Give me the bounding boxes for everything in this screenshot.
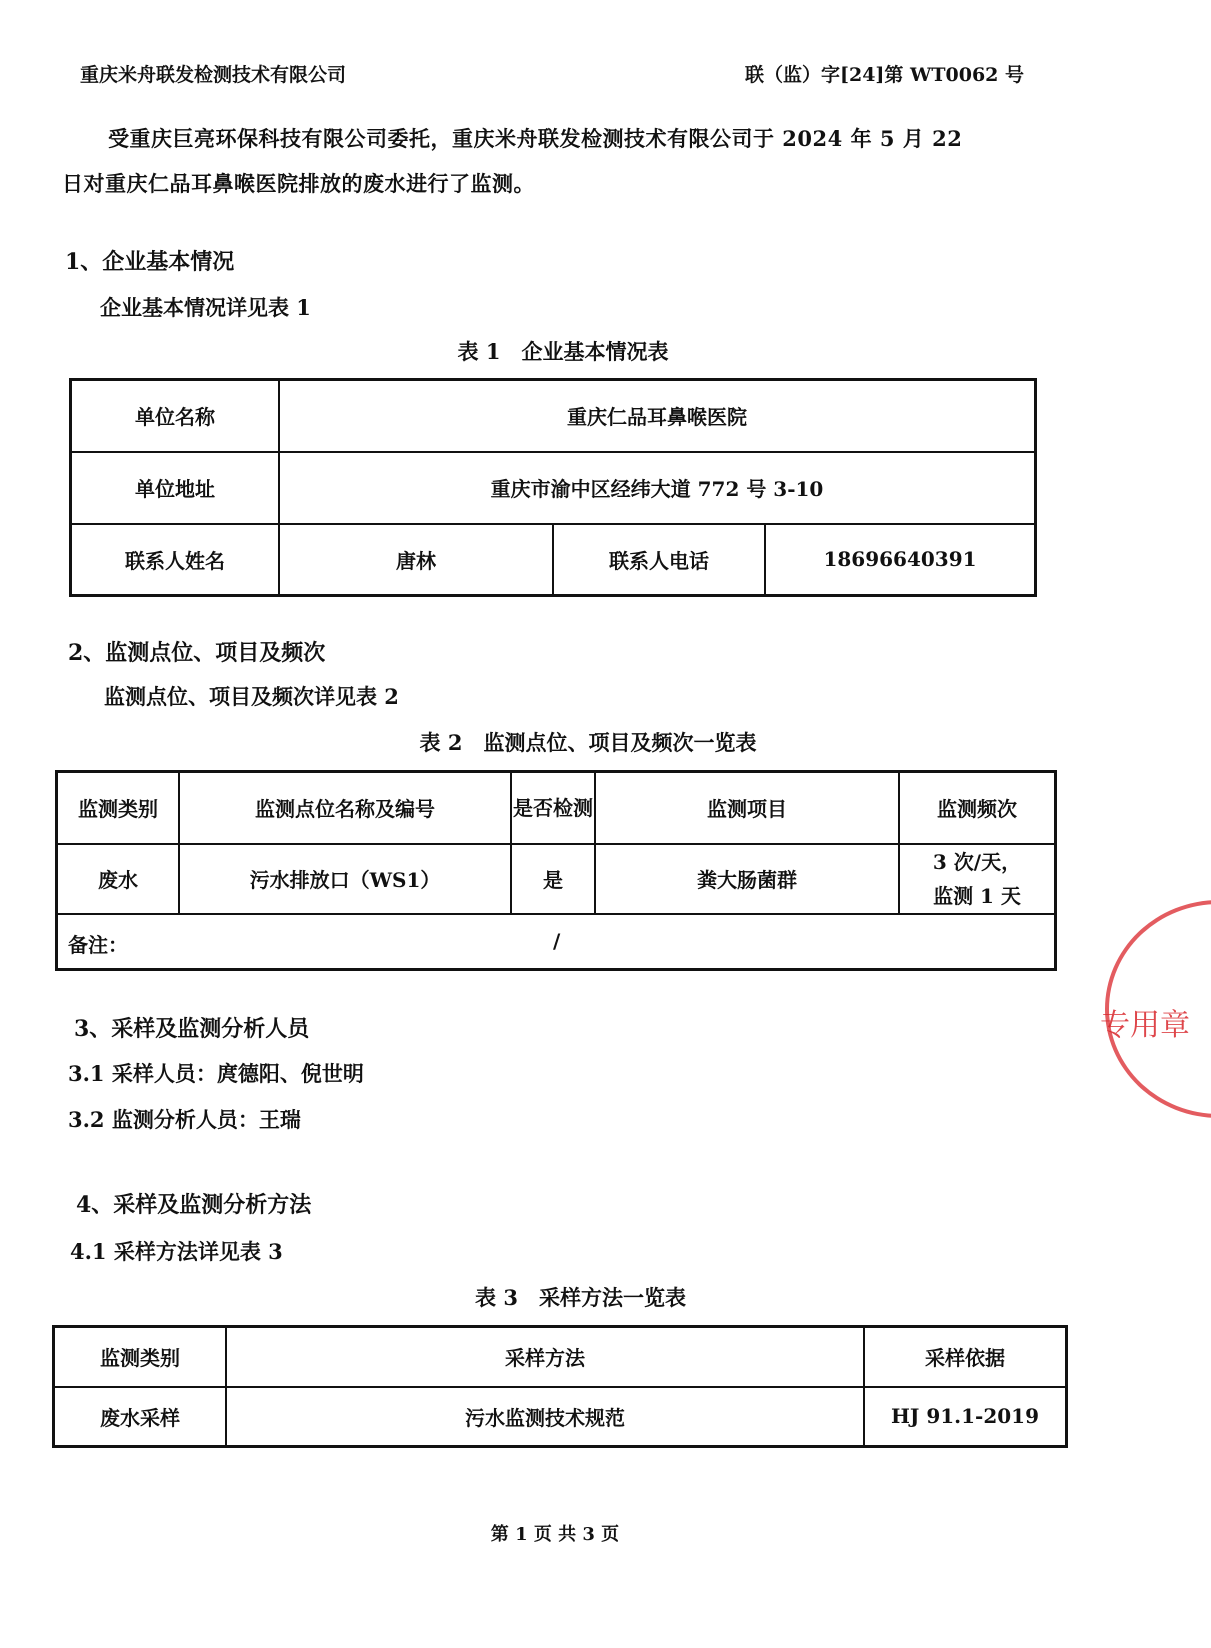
intro-line-2: 日对重庆仁品耳鼻喉医院排放的废水进行了监测。 xyxy=(62,171,535,196)
t3-row-category: 废水采样 xyxy=(54,1387,227,1447)
remark-label: 备注： xyxy=(68,932,128,957)
contact-name-value: 唐林 xyxy=(279,524,553,596)
header-frequency: 监测频次 xyxy=(899,772,1056,844)
remark-row xyxy=(57,914,1056,970)
row-frequency xyxy=(899,844,1056,914)
seal-text: 专用章 xyxy=(1100,1008,1190,1043)
remark-value: / xyxy=(553,928,561,953)
t3-header-category: 监测类别 xyxy=(54,1327,227,1387)
section1-title: 1、企业基本情况 xyxy=(65,249,235,275)
table3-caption: 表 3 采样方法一览表 xyxy=(475,1285,686,1310)
intro-line-1: 受重庆巨亮环保科技有限公司委托，重庆米舟联发检测技术有限公司于 2024 年 5 月 22 xyxy=(108,126,963,151)
t3-row-method: 污水监测技术规范 xyxy=(226,1387,864,1447)
row-item: 粪大肠菌群 xyxy=(595,844,899,914)
table1-caption: 表 1 企业基本情况表 xyxy=(457,339,669,364)
header-category: 监测类别 xyxy=(57,772,180,844)
official-seal-stamp xyxy=(1095,890,1211,1120)
frequency-line-1: 3 次/天， xyxy=(932,849,1022,874)
table3-sampling-methods xyxy=(52,1325,1068,1448)
contact-name-label: 联系人姓名 xyxy=(71,524,280,596)
contact-phone-value: 18696640391 xyxy=(765,524,1036,596)
row-point: 污水排放口（WS1） xyxy=(179,844,511,914)
unit-address-value: 重庆市渝中区经纬大道 772 号 3-10 xyxy=(279,452,1036,524)
section2-title: 2、监测点位、项目及频次 xyxy=(68,640,326,666)
table2-caption: 表 2 监测点位、项目及频次一览表 xyxy=(419,730,757,755)
row-tested: 是 xyxy=(511,844,595,914)
report-number: 联（监）字[24]第 WT0062 号 xyxy=(745,64,1025,86)
frequency-line-2: 监测 1 天 xyxy=(933,883,1021,908)
unit-name-value: 重庆仁品耳鼻喉医院 xyxy=(279,380,1036,452)
section2-desc: 监测点位、项目及频次详见表 2 xyxy=(104,684,399,709)
t3-header-method: 采样方法 xyxy=(226,1327,864,1387)
table2-monitoring-points xyxy=(55,770,1057,971)
section3-title: 3、采样及监测分析人员 xyxy=(74,1016,310,1042)
header-point: 监测点位名称及编号 xyxy=(179,772,511,844)
header-tested: 是否检测 xyxy=(511,772,595,844)
section4-title: 4、采样及监测分析方法 xyxy=(76,1192,312,1218)
unit-name-label: 单位名称 xyxy=(71,380,280,452)
sampling-personnel: 3.1 采样人员：庹德阳、倪世明 xyxy=(68,1061,364,1086)
analysis-personnel: 3.2 监测分析人员：王瑞 xyxy=(68,1107,301,1132)
t3-header-basis: 采样依据 xyxy=(864,1327,1067,1387)
t3-row-basis: HJ 91.1-2019 xyxy=(864,1387,1067,1447)
section4-desc: 4.1 采样方法详见表 3 xyxy=(70,1239,283,1264)
section1-desc: 企业基本情况详见表 1 xyxy=(100,295,311,320)
company-header: 重庆米舟联发检测技术有限公司 xyxy=(80,64,347,86)
contact-phone-label: 联系人电话 xyxy=(553,524,765,596)
unit-address-label: 单位地址 xyxy=(71,452,280,524)
header-item: 监测项目 xyxy=(595,772,899,844)
row-category: 废水 xyxy=(57,844,180,914)
table1-enterprise-info xyxy=(69,378,1037,597)
page-number: 第 1 页 共 3 页 xyxy=(490,1524,620,1545)
